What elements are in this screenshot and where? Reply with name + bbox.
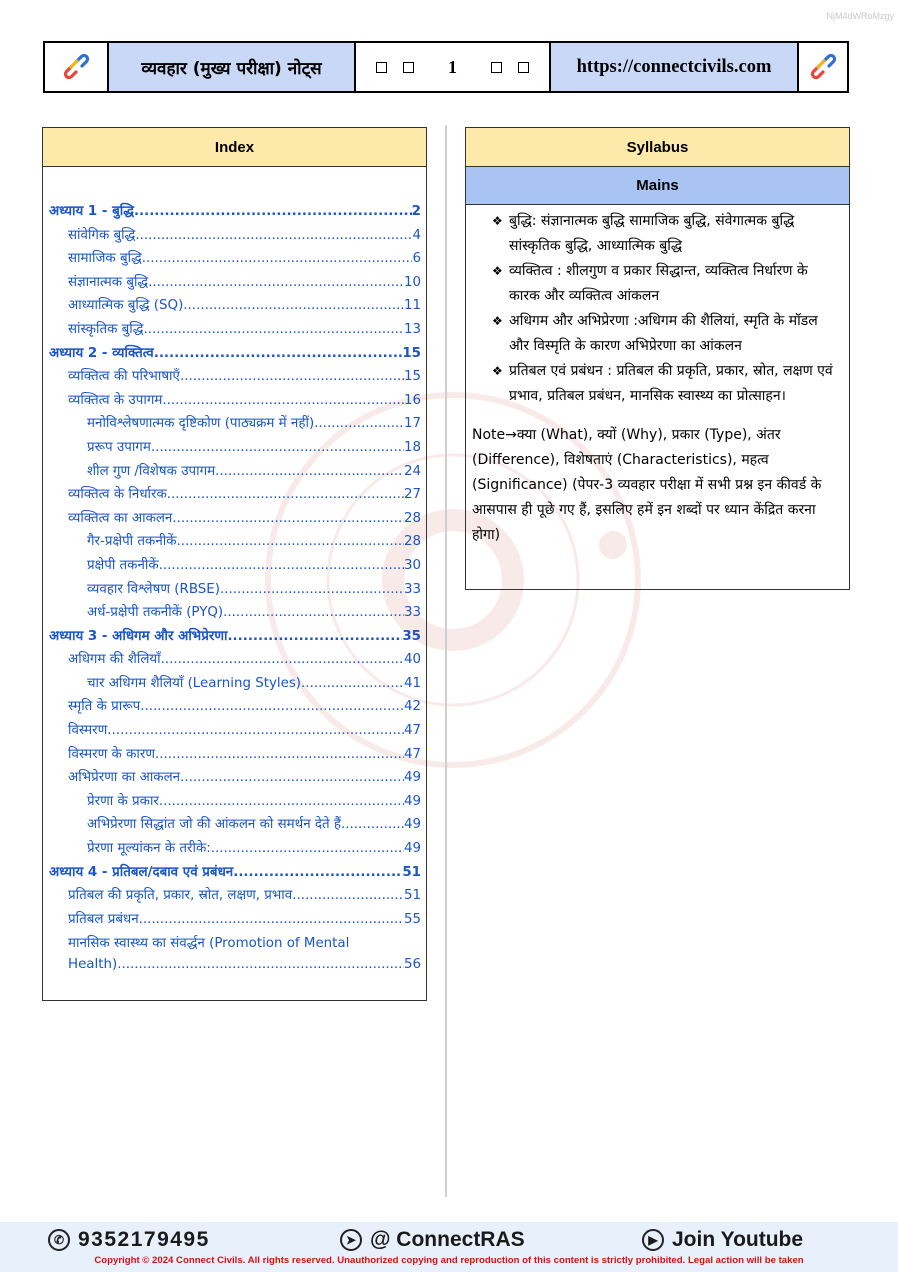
diamond-bullet-icon: ❖ <box>492 214 503 228</box>
toc-entry[interactable] <box>49 625 421 649</box>
toc-entry-title-cont: Health) <box>68 957 118 973</box>
toc-entry[interactable] <box>49 908 421 932</box>
toc-dot-leader <box>140 695 404 719</box>
toc-entry-title: प्रतिबल प्रबंधन <box>68 911 139 927</box>
page-number: 1 <box>448 56 457 77</box>
website-url-link[interactable]: https://connectcivils.com <box>551 43 799 91</box>
square-glyph-icon <box>403 62 414 73</box>
toc-entry[interactable] <box>49 743 421 767</box>
phone-number: 9352179495 <box>78 1228 210 1251</box>
toc-entry[interactable] <box>49 247 421 271</box>
toc-entry-title: अध्याय 3 - अधिगम और अभिप्रेरणा <box>49 628 228 644</box>
toc-entry-page: 15 <box>402 345 421 361</box>
toc-entry[interactable] <box>49 884 421 908</box>
syllabus-point <box>492 359 841 409</box>
toc-dot-leader <box>227 625 402 649</box>
toc-entry[interactable] <box>49 507 421 531</box>
toc-entry-page: 24 <box>403 463 421 479</box>
telegram-contact[interactable] <box>340 1226 525 1254</box>
toc-entry[interactable] <box>49 530 421 554</box>
toc-entry[interactable] <box>49 436 421 460</box>
diamond-bullet-icon: ❖ <box>492 364 503 378</box>
toc-entry-page: 42 <box>403 699 421 715</box>
toc-entry[interactable] <box>49 318 421 342</box>
youtube-label: Join Youtube <box>672 1228 804 1251</box>
toc-dot-leader <box>314 412 404 436</box>
toc-dot-leader <box>162 389 404 413</box>
toc-entry[interactable] <box>49 294 421 318</box>
syllabus-point <box>492 309 841 359</box>
header-link-cell-left[interactable] <box>45 43 109 91</box>
toc-entry-title: सांवेगिक बुद्धि <box>68 227 136 243</box>
toc-entry[interactable] <box>49 933 421 975</box>
toc-dot-leader <box>211 837 404 861</box>
syllabus-point-text: अधिगम और अभिप्रेरणा :अधिगम की शैलियां, स्मृति के मॉडल और विस्मृति के कारण अभिप्रेरणा का आंकलन <box>509 313 818 354</box>
toc-entry[interactable] <box>49 813 421 837</box>
toc-entry-page: 28 <box>403 534 421 550</box>
toc-entry-title: अधिगम की शैलियाँ <box>68 652 161 668</box>
toc-entry-title: गैर-प्रक्षेपी तकनीकें <box>87 534 177 550</box>
mains-subheading: Mains <box>466 167 849 205</box>
telegram-handle: @ ConnectRAS <box>370 1228 525 1251</box>
toc-entry-title: अभिप्रेरणा का आकलन <box>68 770 181 786</box>
youtube-link[interactable] <box>642 1226 803 1254</box>
toc-entry[interactable] <box>49 200 421 224</box>
telegram-icon: ➤ <box>340 1229 362 1251</box>
diamond-bullet-icon: ❖ <box>492 264 503 278</box>
toc-entry-title: प्रेरणा मूल्यांकन के तरीके: <box>87 841 211 857</box>
toc-entry-page: 49 <box>403 817 421 833</box>
link-icon <box>809 53 837 81</box>
toc-entry-title: आध्यात्मिक बुद्धि (SQ) <box>68 298 184 314</box>
toc-entry-title: सामाजिक बुद्धि <box>68 251 142 267</box>
toc-entry[interactable] <box>49 766 421 790</box>
toc-entry-page: 49 <box>403 770 421 786</box>
toc-entry-page: 55 <box>403 911 421 927</box>
diamond-bullet-icon: ❖ <box>492 314 503 328</box>
toc-entry-page: 18 <box>403 439 421 455</box>
toc-entry-page: 27 <box>403 487 421 503</box>
toc-entry-title: प्रेरणा के प्रकार <box>87 793 159 809</box>
toc-dot-leader <box>161 648 404 672</box>
toc-entry-page: 33 <box>403 581 421 597</box>
toc-dot-leader <box>155 743 404 767</box>
toc-dot-leader <box>215 460 404 484</box>
toc-entry-page: 28 <box>403 510 421 526</box>
toc-dot-leader <box>172 507 404 531</box>
toc-entry-title: मनोविश्लेषणात्मक दृष्टिकोण (पाठ्यक्रम में नहीं) <box>87 416 315 432</box>
header-link-cell-right[interactable] <box>799 43 847 91</box>
toc-dot-leader <box>151 436 404 460</box>
toc-entry[interactable] <box>49 648 421 672</box>
toc-entry[interactable] <box>49 861 421 885</box>
page-number-cell <box>356 43 551 91</box>
index-panel <box>42 127 427 1001</box>
toc-entry[interactable] <box>49 790 421 814</box>
toc-dot-leader <box>220 578 404 602</box>
toc-entry-page: 47 <box>403 746 421 762</box>
toc-entry-page: 17 <box>403 416 421 432</box>
toc-dot-leader <box>167 483 404 507</box>
toc-dot-leader <box>292 884 404 908</box>
toc-dot-leader <box>134 200 412 224</box>
link-icon <box>62 53 90 81</box>
toc-entry-title: व्यक्तित्व के निर्धारक <box>68 487 167 503</box>
syllabus-panel <box>465 127 850 590</box>
toc-dot-leader <box>301 672 404 696</box>
phone-icon: ✆ <box>48 1229 70 1251</box>
copyright-notice: Copyright © 2024 Connect Civils. All rights reserved. Unauthorized copying and reproduction of this content is strictly prohibited. Legal action will be taken <box>94 1255 804 1266</box>
square-glyph-icon <box>376 62 387 73</box>
toc-dot-leader <box>159 790 404 814</box>
toc-entry-page: 56 <box>403 957 421 973</box>
square-glyph-icon <box>518 62 529 73</box>
toc-entry[interactable] <box>49 224 421 248</box>
toc-dot-leader <box>139 908 404 932</box>
toc-dot-leader <box>143 318 403 342</box>
header-title: व्यवहार (मुख्य परीक्षा) नोट्स <box>109 43 356 91</box>
syllabus-points <box>466 205 849 409</box>
toc-entry-title: अर्ध-प्रक्षेपी तकनीकें (PYQ) <box>87 605 224 621</box>
toc-entry-title: व्यक्तित्व की परिभाषाएँ <box>68 369 180 385</box>
column-divider <box>445 125 447 1197</box>
toc-entry[interactable] <box>49 578 421 602</box>
toc-entry[interactable] <box>49 554 421 578</box>
toc-dot-leader <box>117 954 404 975</box>
toc-entry-page: 41 <box>403 675 421 691</box>
toc-entry[interactable] <box>49 837 421 861</box>
phone-contact[interactable] <box>48 1226 210 1254</box>
toc-entry-title: व्यक्तित्व का आकलन <box>68 510 173 526</box>
toc-entry-page: 49 <box>403 793 421 809</box>
toc-entry-page: 47 <box>403 723 421 739</box>
toc-entry-title: स्मृति के प्रारूप <box>68 699 141 715</box>
toc-dot-leader <box>107 719 404 743</box>
toc-entry-page: 51 <box>402 864 421 880</box>
syllabus-point-text: बुद्धि: संज्ञानात्मक बुद्धि सामाजिक बुद्धि, संवेगात्मक बुद्धि सांस्कृतिक बुद्धि, आध्यात्मिक बुद्धि <box>509 213 795 254</box>
toc-entry-page: 30 <box>403 557 421 573</box>
youtube-icon: ▶ <box>642 1229 664 1251</box>
toc-entry-page: 33 <box>403 605 421 621</box>
toc-entry-title: अध्याय 1 - बुद्धि <box>49 204 134 219</box>
toc-entry-page: 51 <box>403 888 421 904</box>
toc-entry-title: विस्मरण <box>68 723 108 739</box>
square-glyph-icon <box>491 62 502 73</box>
toc-entry-title: प्ररूप उपागम <box>87 439 151 455</box>
toc-entry-page: 2 <box>411 204 421 219</box>
toc-entry-title: विस्मरण के कारण <box>68 746 155 762</box>
keyword-note: Note→क्या (What), क्यों (Why), प्रकार (Type), अंतर (Difference), विशेषताएं (Characteristics), महत्व (Significance) (पेपर-3 व्यवहार परीक्षा में सभी प्रश्न इन कीवर्ड के आसपास ही पूछे गए हैं, इसलिए हमें इन शब्दों पर ध्यान केंद्रित करना होगा) <box>472 427 822 543</box>
toc-entry[interactable] <box>49 365 421 389</box>
toc-dot-leader <box>142 247 413 271</box>
toc-entry-page: 13 <box>403 321 421 337</box>
toc-entry[interactable] <box>49 719 421 743</box>
toc-entry[interactable] <box>49 389 421 413</box>
toc-dot-leader <box>159 554 404 578</box>
toc-entry-page: 16 <box>403 392 421 408</box>
header-bar <box>43 41 849 93</box>
toc-entry-title: व्यक्तित्व के उपागम <box>68 392 163 408</box>
index-heading: Index <box>43 128 426 167</box>
toc-entry-title: अध्याय 2 - व्यक्तित्व <box>49 345 154 361</box>
toc-entry[interactable] <box>49 342 421 366</box>
toc-entry-page: 40 <box>403 652 421 668</box>
toc-entry-title: मानसिक स्वास्थ्य का संवर्द्धन (Promotion of Mental <box>68 936 350 952</box>
toc-entry[interactable] <box>49 271 421 295</box>
syllabus-point <box>492 259 841 309</box>
toc-entry-title: शील गुण /विशेषक उपागम <box>87 463 216 479</box>
toc-dot-leader <box>180 365 404 389</box>
toc-entry[interactable] <box>49 483 421 507</box>
toc-dot-leader <box>177 530 404 554</box>
toc-entry-page: 6 <box>412 251 421 267</box>
toc-entry-title: प्रतिबल की प्रकृति, प्रकार, स्रोत, लक्षण, प्रभाव <box>68 888 293 904</box>
toc-entry[interactable] <box>49 460 421 484</box>
toc-entry-title: चार अधिगम शैलियाँ (Learning Styles) <box>87 675 302 691</box>
table-of-contents <box>49 200 421 975</box>
toc-entry-page: 15 <box>403 369 421 385</box>
toc-entry-page: 49 <box>403 841 421 857</box>
syllabus-point <box>492 209 841 259</box>
toc-entry[interactable] <box>49 601 421 625</box>
document-id-watermark: NjM4dWRoMzgy <box>826 11 894 21</box>
toc-entry-page: 11 <box>403 298 421 314</box>
syllabus-heading: Syllabus <box>466 128 849 167</box>
toc-entry-title: व्यवहार विश्लेषण (RBSE) <box>87 581 220 597</box>
syllabus-point-text: व्यक्तित्व : शीलगुण व प्रकार सिद्धान्त, व्यक्तित्व निर्धारण के कारक और व्यक्तित्व आंकलन <box>509 263 808 304</box>
toc-entry[interactable] <box>49 672 421 696</box>
toc-entry-page: 4 <box>412 227 421 243</box>
toc-entry-page: 10 <box>403 274 421 290</box>
footer-bar <box>0 1222 898 1272</box>
syllabus-point-text: प्रतिबल एवं प्रबंधन : प्रतिबल की प्रकृति, प्रकार, स्रोत, लक्षण एवं प्रभाव, प्रतिबल प्रबंधन, मानसिक स्वास्थ्य का प्रोत्साहन। <box>509 363 833 404</box>
toc-dot-leader <box>223 601 404 625</box>
toc-entry-title: प्रक्षेपी तकनीकें <box>87 557 159 573</box>
toc-entry[interactable] <box>49 695 421 719</box>
toc-entry-title: अभिप्रेरणा सिद्धांत जो की आंकलन को समर्थन देते हैं <box>87 817 342 833</box>
toc-dot-leader <box>233 861 402 885</box>
toc-dot-leader <box>148 271 404 295</box>
toc-entry-title: अध्याय 4 - प्रतिबल/दबाव एवं प्रबंधन <box>49 864 234 880</box>
toc-entry[interactable] <box>49 412 421 436</box>
toc-entry-title: संज्ञानात्मक बुद्धि <box>68 274 149 290</box>
toc-entry-page: 35 <box>402 628 421 644</box>
toc-dot-leader <box>135 224 412 248</box>
toc-dot-leader <box>154 342 403 366</box>
toc-dot-leader <box>183 294 404 318</box>
toc-dot-leader <box>180 766 404 790</box>
toc-entry-title: सांस्कृतिक बुद्धि <box>68 321 144 337</box>
toc-dot-leader <box>341 813 404 837</box>
